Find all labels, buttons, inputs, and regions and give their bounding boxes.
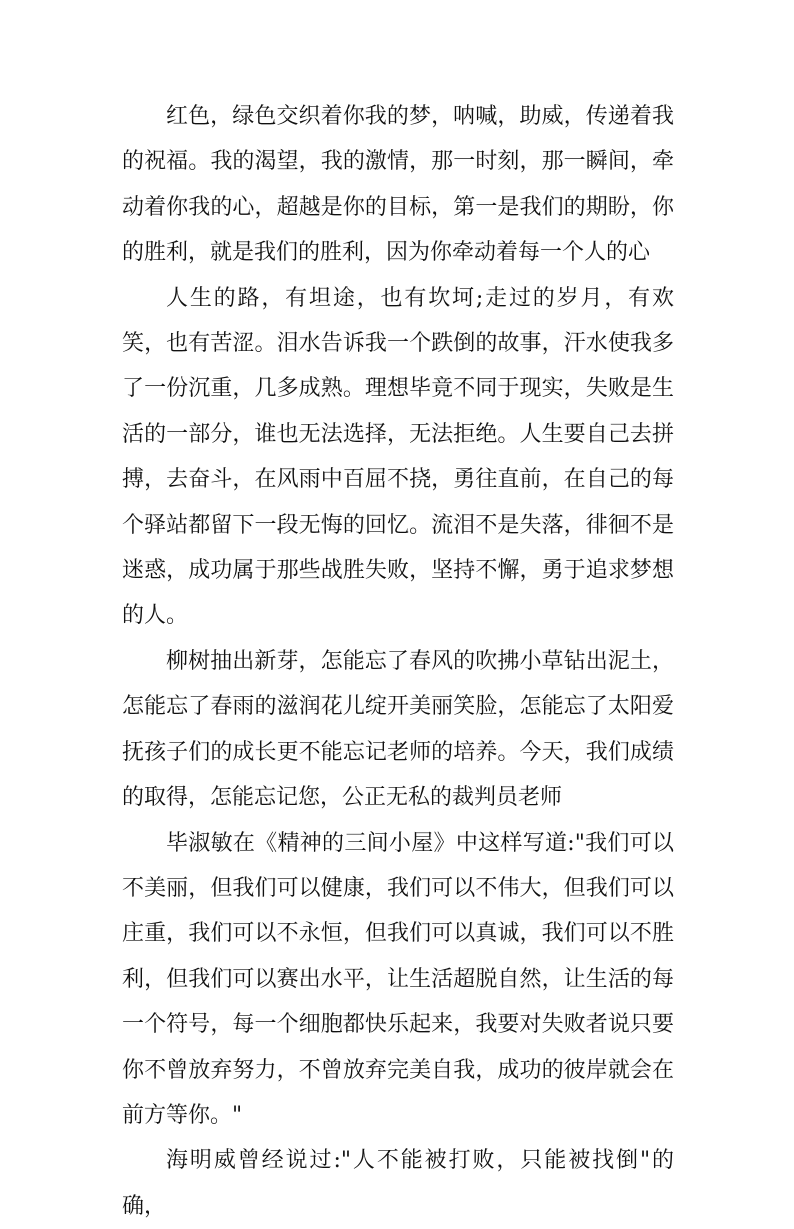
paragraph-4: 毕淑敏在《精神的三间小屋》中这样写道:"我们可以不美丽，但我们可以健康，我们可以不伟大，但我们可以庄重，我们可以不永恒，但我们可以真诚，我们可以不胜利，但我们可以赛出水平，让生活超脱自然，让生活的每一个符号，每一个细胞都快乐起来，我要对失败者说只要你不曾放弃努力，不曾放弃完美自我，成功的彼岸就会在前方等你。" [122,830,674,1128]
paragraph-5: 海明威曾经说过:"人不能被打败，只能被找倒"的确， [122,1148,674,1219]
document-body [122,94,674,1229]
paragraph-3: 柳树抽出新芽，怎能忘了春风的吹拂小草钻出泥土，怎能忘了春雨的滋润花儿绽开美丽笑脸，怎能忘了太阳爱抚孩子们的成长更不能忘记老师的培养。今天，我们成绩的取得，怎能忘记您，公正无私的裁判员老师 [122,648,674,811]
paragraph-2: 人生的路，有坦途，也有坎坷;走过的岁月，有欢笑，也有苦涩。泪水告诉我一个跌倒的故事，汗水使我多了一份沉重，几多成熟。理想毕竟不同于现实，失败是生活的一部分，谁也无法选择，无法拒绝。人生要自己去拼搏，去奋斗，在风雨中百屈不挠，勇往直前，在自己的每个驿站都留下一段无悔的回忆。流泪不是失落，徘徊不是迷惑，成功属于那些战胜失败，坚持不懈，勇于追求梦想的人。 [122,285,674,629]
paragraph-1: 红色，绿色交织着你我的梦，呐喊，助威，传递着我的祝福。我的渴望，我的激情，那一时刻，那一瞬间，牵动着你我的心，超越是你的目标，第一是我们的期盼，你的胜利，就是我们的胜利，因为你牵动着每一个人的心 [122,104,674,266]
